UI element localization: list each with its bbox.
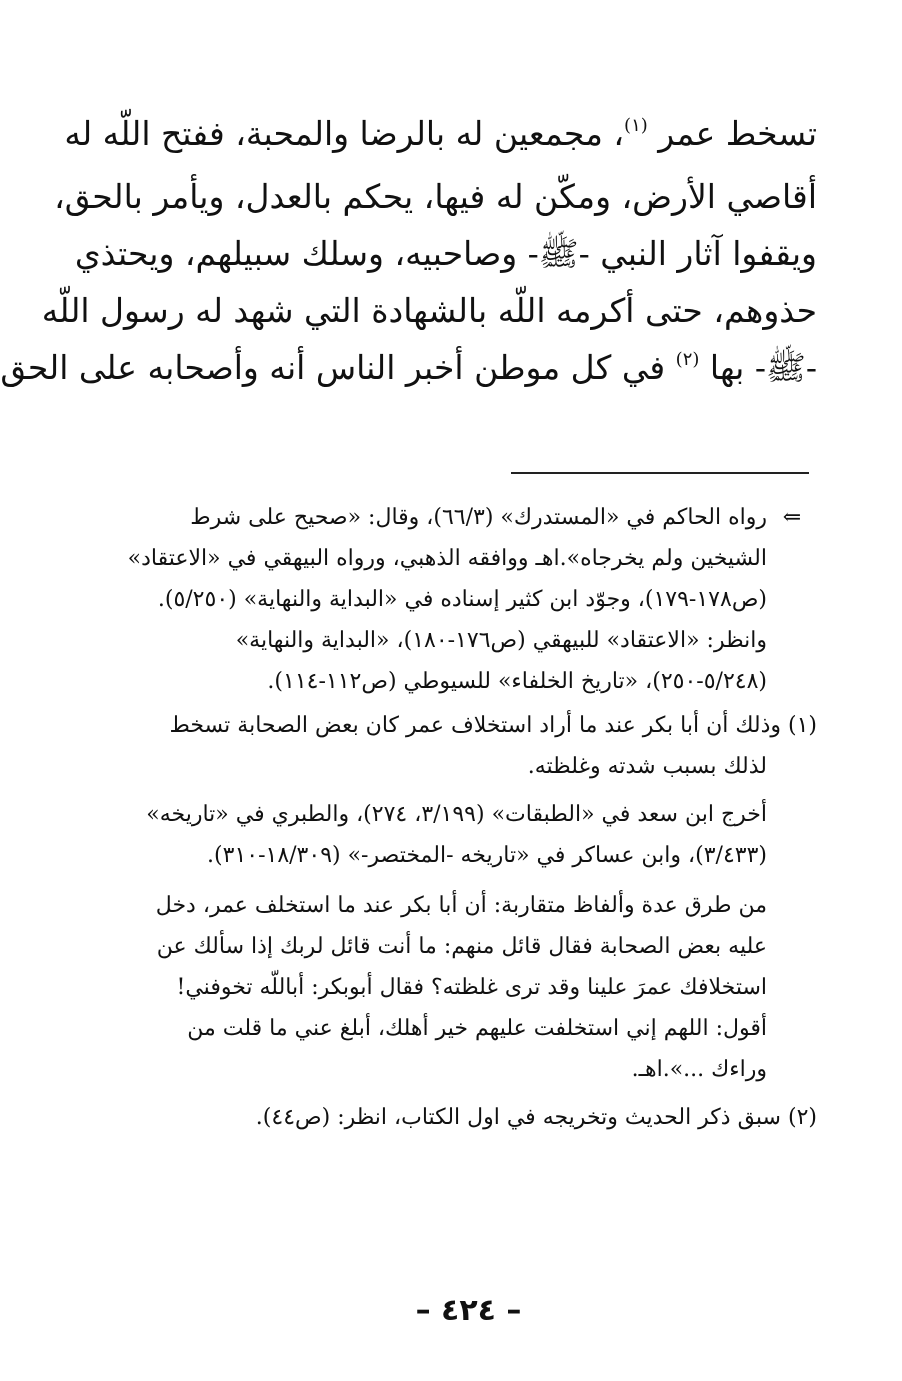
continuation-arrow-icon: ⇐	[782, 505, 802, 530]
footnote-line: وانظر: «الاعتقاد» للبيهقي (ص١٧٦-١٨٠)، «البداية والنهاية»	[235, 628, 767, 653]
footnote-line: أخرج ابن سعد في «الطبقات» (٣/١٩٩، ٢٧٤)، والطبري في «تاريخه»	[146, 802, 767, 827]
footnote-line: عليه بعض الصحابة فقال قائل منهم: ما أنت قائل لربك إذا سألك عن	[156, 934, 767, 959]
main-line-4: حذوهم، حتى أكرمه اللّه بالشهادة التي شهد له رسول اللّه	[41, 291, 817, 330]
footnote-continuation	[101, 497, 817, 702]
footnote-line: (٥/٢٤٨-٢٥٠)، «تاريخ الخلفاء» للسيوطي (ص١١٢-١١٤).	[267, 669, 767, 694]
main-line-5: -ﷺ- بها $^{(٢)}$ في كل موطن أخبر الناس أنه وأصحابه على الحق	[0, 348, 817, 387]
footnote-line: (٢) سبق ذكر الحديث وتخريجه في اول الكتاب، انظر: (ص٤٤).	[255, 1105, 817, 1130]
footnote-1-narration	[101, 885, 817, 1090]
footnote-line: (١) وذلك أن أبا بكر عند ما أراد استخلاف عمر كان بعض الصحابة تسخط	[169, 713, 817, 738]
footnote-line: أقول: اللهم إني استخلفت عليهم خير أهلك، أبلغ عني ما قلت من	[187, 1016, 767, 1041]
footnote-1-sources	[101, 794, 817, 876]
footnote-ref-1[interactable]: (١)	[624, 115, 648, 136]
footnote-1	[101, 705, 817, 787]
footnote-ref-2[interactable]: (٢)	[675, 349, 700, 370]
footnote-line: (ص١٧٨-١٧٩)، وجوّد ابن كثير إسناده في «البداية والنهاية» (٥/٢٥٠).	[157, 587, 767, 612]
footnote-2	[101, 1097, 817, 1138]
page-number: – ٤٢٤ –	[415, 1293, 522, 1328]
footnote-separator	[511, 472, 809, 474]
footnote-line: الشيخين ولم يخرجاه».اهـ ووافقه الذهبي، ورواه البيهقي في «الاعتقاد»	[127, 546, 767, 571]
main-line-3: ويقفوا آثار النبي -ﷺ- وصاحبيه، وسلك سبيلهم، ويحتذي	[74, 234, 817, 273]
main-line-1: تسخط عمر $^{(١)}$، مجمعين له بالرضا والمحبة، ففتح اللّه له	[64, 114, 817, 153]
main-line-2: أقاصي الأرض، ومكّن له فيها، يحكم بالعدل، ويأمر بالحق،	[54, 177, 817, 216]
footnote-line: استخلافك عمرَ علينا وقد ترى غلظته؟ فقال أبوبكر: أباللّه تخوفني!	[176, 975, 767, 1000]
footnote-line: ⇐رواه الحاكم في «المستدرك» (٦٦/٣)، وقال: «صحيح على شرط	[101, 497, 817, 538]
footnote-line: وراءك ...».اهـ.	[631, 1057, 767, 1082]
footnote-line: (٣/٤٣٣)، وابن عساكر في «تاريخه -المختصر-» (١٨/٣٠٩-٣١٠).	[207, 843, 767, 868]
footnote-line: من طرق عدة وألفاظ متقاربة: أن أبا بكر عند ما استخلف عمر، دخل	[155, 893, 767, 918]
main-text	[0, 105, 817, 402]
footnote-line: لذلك بسبب شدته وغلظته.	[527, 754, 767, 779]
footnotes	[101, 497, 817, 1138]
